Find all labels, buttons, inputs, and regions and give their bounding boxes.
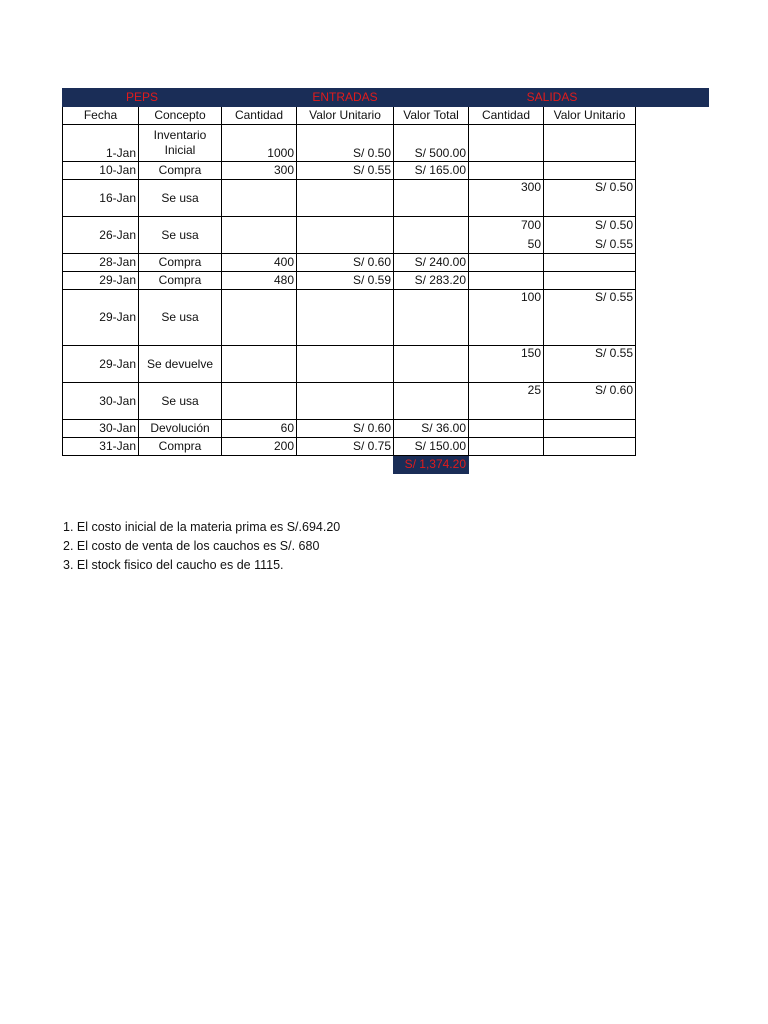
cell-concepto: Se devuelve [139,346,222,383]
cell-salida-cantidad: 150 [469,346,544,383]
column-header-row [63,107,636,125]
cell-salida-valor-unitario [544,420,636,438]
cell-entrada-valor-unitario: S/ 0.60 [297,420,394,438]
cell-entrada-valor-total: S/ 500.00 [394,125,469,162]
cell-entrada-valor-unitario: S/ 0.59 [297,272,394,290]
empty-cell [469,456,544,474]
empty-cell [222,456,297,474]
cell-entrada-valor-total [394,346,469,383]
cell-entrada-cantidad: 60 [222,420,297,438]
cell-salida-valor-unitario [544,125,636,162]
section-salidas: SALIDAS [469,89,636,107]
cell-concepto: Se usa [139,217,222,254]
cell-fecha: 29-Jan [63,290,139,346]
cell-entrada-valor-total [394,290,469,346]
cell-entrada-cantidad: 480 [222,272,297,290]
cell-fecha: 28-Jan [63,254,139,272]
cell-concepto: Se usa [139,180,222,217]
cell-concepto: Devolución [139,420,222,438]
cell-salida-cantidad [469,254,544,272]
table-row [63,272,636,290]
note-item: 3. El stock fisico del caucho es de 1115. [63,558,284,572]
col-fecha: Fecha [63,107,139,125]
col-entrada-valor-unitario: Valor Unitario [297,107,394,125]
cell-entrada-valor-unitario: S/ 0.75 [297,438,394,456]
salida-valor-line: S/ 0.50 [594,218,633,232]
cell-entrada-valor-total [394,180,469,217]
cell-concepto: Se usa [139,383,222,420]
table-row [63,420,636,438]
cell-fecha: 1-Jan [63,125,139,162]
cell-salida-cantidad: 100 [469,290,544,346]
peps-sheet [62,88,636,474]
col-salida-cantidad: Cantidad [469,107,544,125]
table-row [63,290,636,346]
cell-salida-valor-unitario [544,254,636,272]
cell-salida-cantidad [469,420,544,438]
cell-salida-cantidad [469,272,544,290]
cell-salida-cantidad [469,125,544,162]
section-header-row [63,89,636,107]
total-row [63,456,636,474]
cell-concepto: Compra [139,254,222,272]
cell-salida-valor-unitario: S/ 0.55 [544,346,636,383]
cell-salida-cantidad [469,217,544,254]
section-entradas: ENTRADAS [222,89,469,107]
peps-table [62,88,636,474]
cell-fecha: 30-Jan [63,420,139,438]
cell-concepto: Compra [139,272,222,290]
note-item: 2. El costo de venta de los cauchos es S/. 680 [63,539,320,553]
cell-entrada-valor-unitario [297,180,394,217]
cell-entrada-valor-total: S/ 283.20 [394,272,469,290]
cell-fecha: 29-Jan [63,272,139,290]
cell-fecha: 29-Jan [63,346,139,383]
cell-entrada-valor-unitario [297,346,394,383]
cell-fecha: 16-Jan [63,180,139,217]
cell-salida-valor-unitario [544,438,636,456]
entradas-total: S/ 1,374.20 [394,456,469,474]
salida-cantidad-line: 700 [520,218,541,232]
empty-cell [63,456,139,474]
cell-entrada-valor-total [394,383,469,420]
table-row [63,180,636,217]
cell-fecha: 26-Jan [63,217,139,254]
cell-entrada-valor-total: S/ 240.00 [394,254,469,272]
empty-cell [544,456,636,474]
cell-salida-cantidad [469,162,544,180]
col-concepto: Concepto [139,107,222,125]
cell-entrada-cantidad: 400 [222,254,297,272]
cell-entrada-valor-total: S/ 150.00 [394,438,469,456]
cell-entrada-valor-unitario [297,290,394,346]
cell-entrada-valor-unitario: S/ 0.60 [297,254,394,272]
cell-entrada-cantidad [222,383,297,420]
col-entrada-valor-total: Valor Total [394,107,469,125]
cell-entrada-cantidad [222,290,297,346]
table-row [63,217,636,254]
table-row [63,346,636,383]
cell-entrada-cantidad: 1000 [222,125,297,162]
cell-entrada-cantidad: 300 [222,162,297,180]
cell-entrada-cantidad: 200 [222,438,297,456]
table-row [63,125,636,162]
cell-salida-valor-unitario [544,272,636,290]
cell-salida-valor-unitario: S/ 0.60 [544,383,636,420]
table-row [63,162,636,180]
cell-entrada-cantidad [222,180,297,217]
cell-entrada-valor-total [394,217,469,254]
empty-cell [297,456,394,474]
salida-valor-line: S/ 0.55 [594,237,633,251]
cell-concepto: Compra [139,438,222,456]
cell-entrada-valor-unitario: S/ 0.50 [297,125,394,162]
cell-fecha: 31-Jan [63,438,139,456]
cell-salida-valor-unitario [544,162,636,180]
cell-salida-valor-unitario: S/ 0.55 [544,290,636,346]
notes-list [63,518,340,575]
cell-entrada-cantidad [222,217,297,254]
cell-concepto: Se usa [139,290,222,346]
cell-fecha: 30-Jan [63,383,139,420]
cell-entrada-valor-unitario [297,217,394,254]
cell-salida-valor-unitario [544,217,636,254]
section-peps: PEPS [63,89,222,107]
table-row [63,383,636,420]
col-entrada-cantidad: Cantidad [222,107,297,125]
cell-entrada-valor-unitario [297,383,394,420]
cell-salida-cantidad: 300 [469,180,544,217]
cell-fecha: 10-Jan [63,162,139,180]
cell-entrada-cantidad [222,346,297,383]
cell-concepto: Inventario Inicial [139,125,222,162]
note-item: 1. El costo inicial de la materia prima es S/.694.20 [63,520,341,534]
cell-salida-valor-unitario: S/ 0.50 [544,180,636,217]
cell-entrada-valor-total: S/ 165.00 [394,162,469,180]
cell-salida-cantidad: 25 [469,383,544,420]
cell-concepto: Compra [139,162,222,180]
empty-cell [139,456,222,474]
col-salida-valor-unitario: Valor Unitario [544,107,636,125]
table-row [63,254,636,272]
cell-entrada-valor-unitario: S/ 0.55 [297,162,394,180]
cell-entrada-valor-total: S/ 36.00 [394,420,469,438]
cell-salida-cantidad [469,438,544,456]
header-band-extension [634,88,709,107]
salida-cantidad-line: 50 [527,237,541,251]
table-row [63,438,636,456]
